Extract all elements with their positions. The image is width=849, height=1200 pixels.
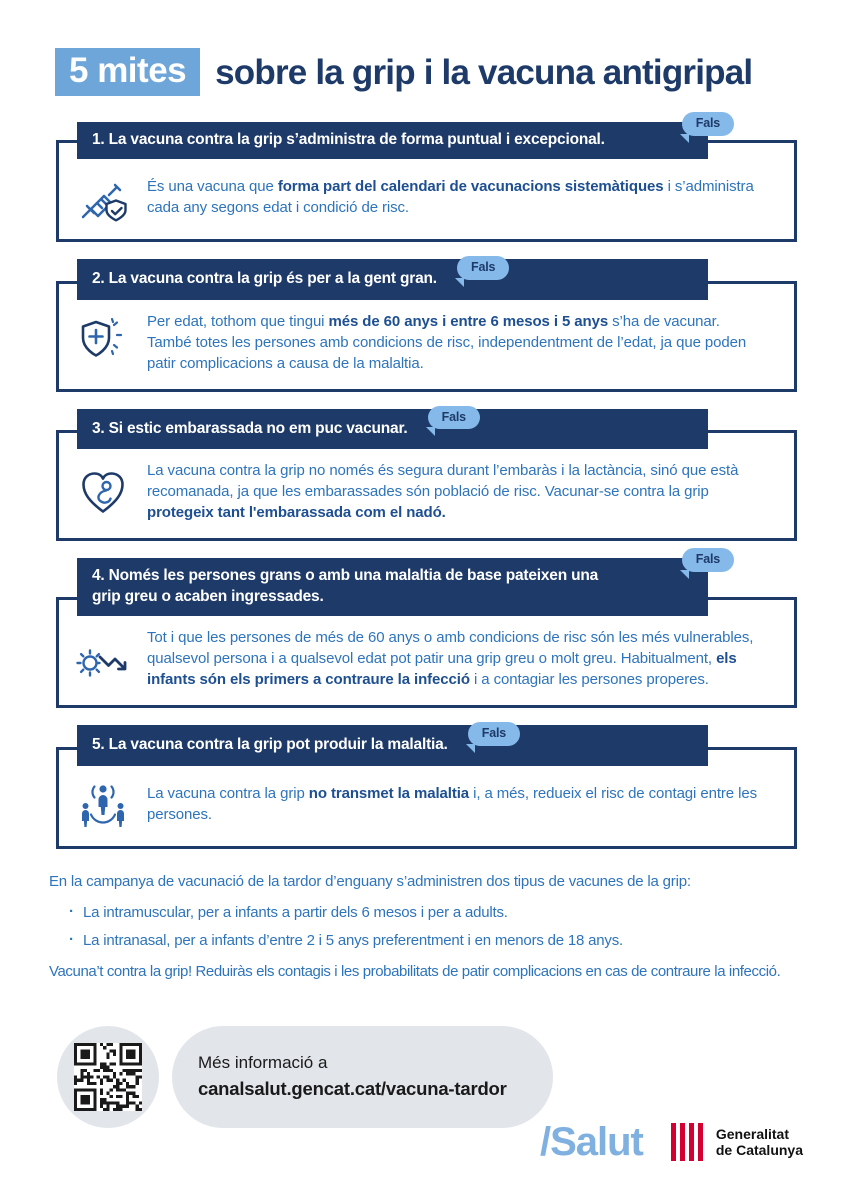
myth-4-body: Tot i que les persones de més de 60 anys o amb condicions de risc són les més vulnerables, qualsevol persona i a qualsevol edat pot patir una grip greu o molt greu. Habitualment, els infants són els primers a contraure la infecció i a contagiar les persones properes. (147, 629, 754, 689)
myth-1-body: És una vacuna que forma part del calendari de vacunacions sistemàtiques i s’administra cada any segons edat i condició de risc. (147, 178, 754, 217)
campaign-closing: Vacuna’t contra la grip! Reduiràs els contagis i les probabilitats de patir complicacions en cas de contraure la infecció. (49, 962, 781, 980)
more-info-section (57, 1026, 849, 1128)
fals-badge: Fals (682, 548, 734, 572)
virus-decline-icon (59, 632, 147, 686)
fals-badge: Fals (682, 112, 734, 136)
myth-2-body: Per edat, tothom que tingui més de 60 anys i entre 6 mesos i 5 anys s’ha de vacunar. També totes les persones amb condicions de risc, independentment de l’edat, ja que poden patir complicacions a causa de la malaltia. (147, 312, 747, 372)
generalitat-label: Generalitat de Catalunya (715, 1125, 803, 1158)
title-text: sobre la grip i la vacuna antigripal (215, 52, 753, 92)
myth-3-body: La vacuna contra la grip no només és segura durant l’embaràs i la lactància, sinó que està recomanada, ja que les embarassades són població de risc. Vacunar-se contra la grip protegeix tant l'embarassada com el nadó. (147, 462, 739, 522)
myth-2-heading-bar (77, 259, 708, 300)
myth-card-4 (56, 552, 797, 708)
qr-circle (57, 1026, 159, 1128)
myth-5-body: La vacuna contra la grip no transmet la malaltia i, a més, redueix el risc de contagi entre les persones. (147, 784, 757, 823)
title-badge: 5 mites (55, 48, 200, 96)
myth-2-heading: 2. La vacuna contra la grip és per a la gent gran. (92, 270, 437, 288)
myth-3-heading: 3. Si estic embarassada no em puc vacunar. (92, 419, 408, 437)
people-contagion-icon (59, 777, 147, 831)
list-item-intranasal: · La intranasal, per a infants d’entre 2 i 5 anys preferentment i en menors de 18 anys. (69, 932, 841, 949)
myth-card-3 (56, 409, 797, 542)
fals-badge: Fals (457, 256, 509, 280)
myth-card-5 (56, 725, 797, 849)
myth-1-heading-bar (77, 116, 720, 159)
salut-logo: /Salut (539, 1120, 643, 1164)
vaccine-types-list (49, 904, 841, 949)
info-url: canalsalut.gencat.cat/vacuna-tardor (198, 1078, 507, 1100)
campaign-intro: En la campanya de vacunació de la tardor d’enguany s’administren dos tipus de vacunes de la grip: (49, 872, 691, 890)
myth-4-heading-bar (77, 552, 720, 616)
myth-5-heading: 5. La vacuna contra la grip pot produir la malaltia. (92, 736, 448, 754)
generalitat-logo (671, 1123, 803, 1161)
fals-badge: Fals (428, 406, 480, 430)
myth-card-2 (56, 259, 797, 392)
qr-code (74, 1043, 142, 1111)
list-item-intramuscular: · La intramuscular, per a infants a partir dels 6 mesos i per a adults. (69, 904, 841, 921)
info-pill (172, 1026, 553, 1128)
myth-card-1 (56, 116, 797, 242)
fals-badge: Fals (468, 722, 520, 746)
syringe-shield-icon (59, 170, 147, 224)
senyera-bars-icon (671, 1123, 707, 1161)
pregnancy-heart-icon (59, 465, 147, 519)
myth-1-heading: 1. La vacuna contra la grip s’administra de forma puntual i excepcional. (92, 131, 605, 148)
shield-cross-icon (59, 315, 147, 369)
campaign-info (49, 873, 841, 980)
myth-4-heading: 4. Només les persones grans o amb una malaltia de base pateixen una grip greu o acaben ingressades. (92, 567, 599, 605)
info-label: Més informació a (198, 1053, 328, 1073)
myth-3-heading-bar (77, 409, 708, 450)
myth-5-heading-bar (77, 725, 708, 766)
page-title (55, 48, 849, 96)
footer-brands (540, 1122, 803, 1162)
